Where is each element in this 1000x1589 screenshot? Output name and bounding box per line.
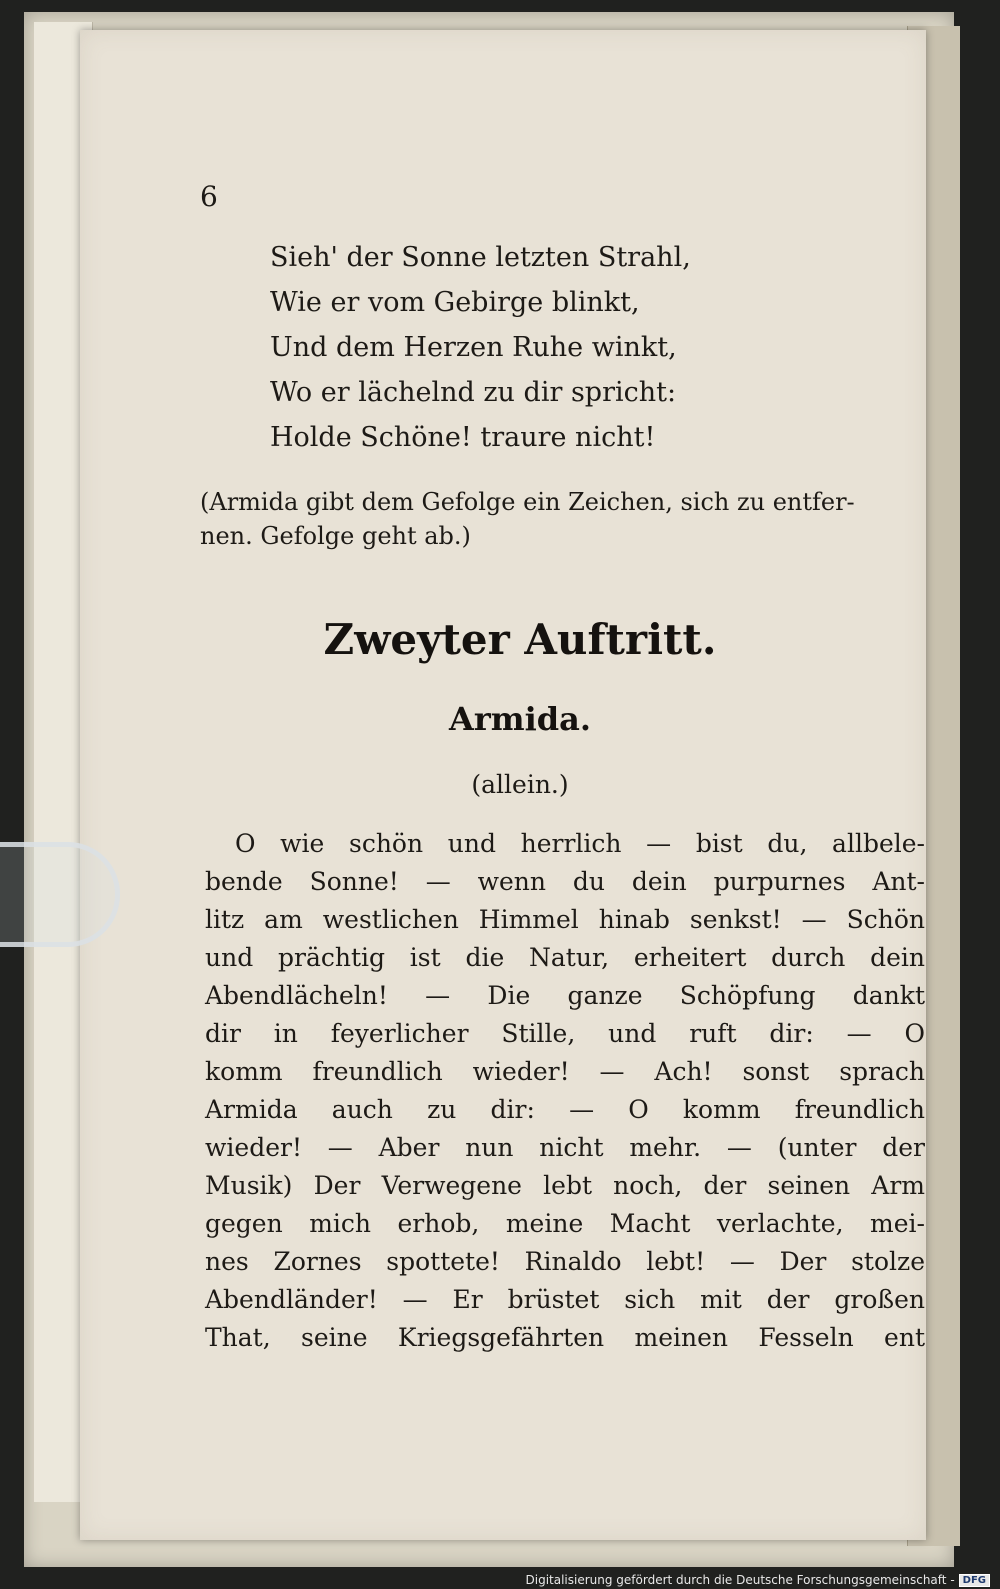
stage-direction [200,485,920,553]
monologue-line: Musik) Der Verwegene lebt noch, der seinen Arm [205,1171,925,1200]
character-name: Armida. [449,700,591,738]
monologue-line: Armida auch zu dir: — O komm freundlich [205,1095,925,1124]
verse-line: Wie er vom Gebirge blinkt, [270,287,640,318]
verse-line: Wo er lächelnd zu dir spricht: [270,377,677,408]
stage-direction-line: (Armida gibt dem Gefolge ein Zeichen, sich zu entfer- [200,488,855,516]
page-number: 6 [200,180,218,213]
monologue-line: und prächtig ist die Natur, erheitert durch dein [205,943,925,972]
scene-title: Zweyter Auftritt. [323,615,717,664]
monologue-line: komm freundlich wieder! — Ach! sonst sprach [205,1057,925,1086]
verse-line: Holde Schöne! traure nicht! [270,422,656,453]
verse-block [270,235,870,460]
monologue-line: dir in feyerlicher Stille, und ruft dir: — O [205,1019,925,1048]
digitization-credit [526,1573,991,1587]
monologue-line: nes Zornes spottete! Rinaldo lebt! — Der stolze [205,1247,925,1276]
monologue-line: wieder! — Aber nun nicht mehr. — (unter der [205,1133,925,1162]
monologue-line: litz am westlichen Himmel hinab senkst! — Schön [205,905,925,934]
monologue-line: O wie schön und herrlich — bist du, allbele- [235,829,925,858]
book-page [80,30,926,1540]
monologue-text [205,825,925,1357]
dfg-logo: DFG [959,1574,990,1587]
monologue-line: gegen mich erhob, meine Macht verlachte, mei- [205,1209,925,1238]
credit-text: Digitalisierung gefördert durch die Deutsche Forschungsgemeinschaft - [525,1573,955,1587]
stage-direction-line: nen. Gefolge geht ab.) [200,522,471,550]
stage-aside: (allein.) [471,770,569,799]
monologue-line: Abendlächeln! — Die ganze Schöpfung dankt [205,981,925,1010]
verse-line: Sieh' der Sonne letzten Strahl, [270,242,691,273]
page-clip [0,842,120,947]
verse-line: Und dem Herzen Ruhe winkt, [270,332,677,363]
monologue-line: bende Sonne! — wenn du dein purpurnes Ant- [205,867,925,896]
monologue-line: That, seine Kriegsgefährten meinen Fesseln ent [205,1323,925,1352]
monologue-line: Abendländer! — Er brüstet sich mit der großen [205,1285,925,1314]
